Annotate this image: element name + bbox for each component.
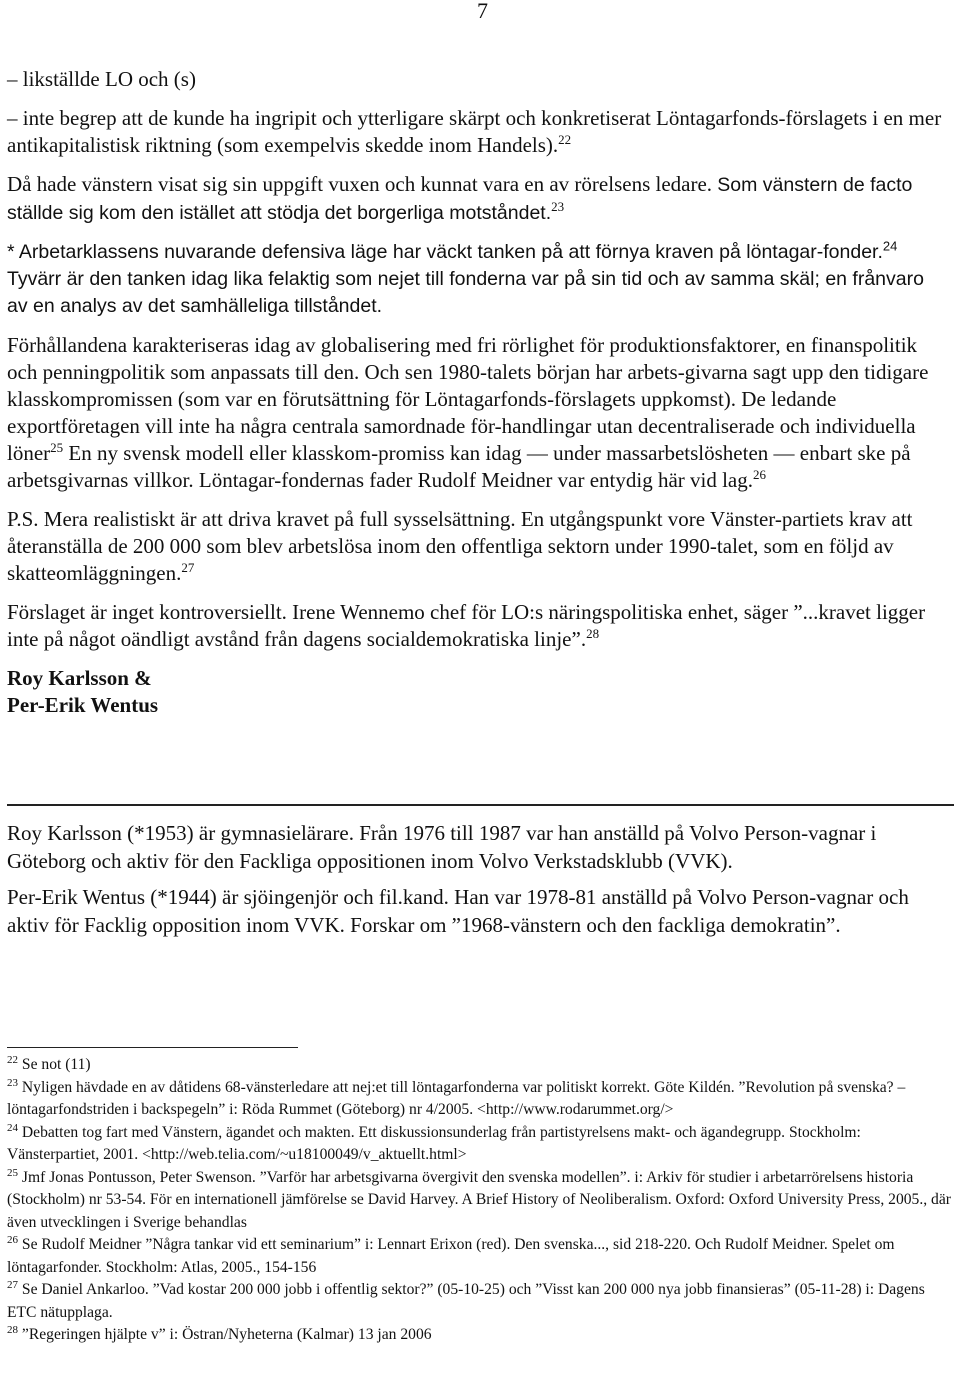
paragraph-4 [7,239,947,320]
paragraph-3-sans-text: Som vänstern de facto ställde sig kom den istället att stödja det borgerliga motståndet. [7,174,913,224]
paragraph-7 [7,599,947,653]
author-line-1: Roy Karlsson & [7,666,152,690]
paragraph-2-text: – inte begrep att de kunde ha ingripit och ytterligare skärpt och konkretiserat Löntagarfonds-förslagets i en mer antikapitalistisk riktning (som exempelvis skedde inom Handels). [7,106,942,157]
author-line-2: Per-Erik Wentus [7,693,159,717]
footnote-number: 22 [7,1053,18,1066]
footnote-27 [7,1279,952,1324]
paragraph-5-text: Förhållandena karakteriseras idag av globalisering med fri rörlighet för produktionsfaktorer, en finanspolitik och penningpolitik som anpassats till den. Och sen 1980-talets början har arbets-givarna sagt upp den tidigare klasskompromissen (som var en förutsättning för Löntagarfonds-förslagets uppkomst). De ledande exportföretagen vill inte ha några centrala samordnade för-handlingar utan decentraliserade och individuella löner [7,333,929,465]
footnote-22 [7,1054,952,1077]
section-divider [7,804,954,806]
footnote-text: Se Rudolf Meidner ”Några tankar vid ett seminarium” i: Lennart Erixon (red). Den svenska..., sid 218-220. Och Rudolf Meidner. Spelet om löntagarfonder. Stockholm: Atlas, 2005., 154-156 [7,1236,895,1276]
paragraph-3-text: Då hade vänstern visat sig sin uppgift vuxen och kunnat vara en av rörelsens ledare. [7,172,718,196]
footnote-number: 23 [7,1076,18,1089]
paragraph-2 [7,105,947,159]
footnote-26 [7,1234,952,1279]
paragraph-3 [7,171,947,227]
footnote-23 [7,1077,952,1122]
footnote-text: Debatten tog fart med Vänstern, ägandet och makten. Ett diskussionsunderlag från partistyrelsens makt- och ägandegrupp. Stockholm: Vänsterpartiet, 2001. <http://web.telia.com/~u18100049/v_aktuellt.html> [7,1123,861,1163]
footnote-number: 26 [7,1233,18,1246]
paragraph-6 [7,506,947,587]
footnote-25 [7,1167,952,1235]
paragraph-5-text-b: En ny svensk modell eller klasskom-promiss kan idag — under massarbetslösheten — enbart ske på arbetsgivarnas villkor. Löntagar-fondernas fader Rudolf Meidner var entydig här vid lag. [7,441,911,492]
footnote-divider [7,1047,298,1048]
paragraph-6-text: P.S. Mera realistiskt är att driva kravet på full sysselsättning. En utgångspunkt vore Vänster-partiets krav att återanställa de 200 000 som blev arbetslösa inom den offentliga sektorn under 1990-talet, som en följd av skatteomläggningen. [7,507,913,585]
page-number-text: 7 [477,0,488,23]
paragraph-7-text: Förslaget är inget kontroversiellt. Irene Wennemo chef för LO:s näringspolitiska enhet, säger ”...kravet ligger inte på något oändligt avstånd från dagens socialdemokratiska linje”. [7,600,926,651]
footnotes [7,1054,952,1347]
footnote-ref-27[interactable]: 27 [181,560,195,575]
paragraph-5 [7,332,947,494]
paragraph-4-text: * Arbetarklassens nuvarande defensiva läge har väckt tanken på att förnya kraven på löntagar-fonder. [7,241,883,263]
footnote-24 [7,1122,952,1167]
footnote-number: 28 [7,1323,18,1336]
footnote-number: 24 [7,1121,18,1134]
footnote-text: Se not (11) [21,1056,91,1073]
footnote-28 [7,1324,952,1347]
paragraph-4-text-b: Tyvärr är den tanken idag lika felaktig som nejet till fonderna var på sin tid och av samma skäl; en frånvaro av en analys av det samhälleliga tillståndet. [7,268,924,317]
author-bios [7,819,952,939]
footnote-ref-23[interactable]: 23 [551,199,565,214]
main-text [7,66,947,719]
footnote-ref-24[interactable]: 24 [882,238,898,254]
bio-per-erik-wentus: Per-Erik Wentus (*1944) är sjöingenjör och fil.kand. Han var 1978-81 anställd på Volvo Person-vagnar och aktiv för Facklig opposition inom VVK. Forskar om ”1968-vänstern och den fackliga demokratin”. [7,885,909,937]
footnote-number: 25 [7,1166,18,1179]
footnote-number: 27 [7,1278,18,1291]
footnote-text: Se Daniel Ankarloo. ”Vad kostar 200 000 jobb i offentlig sektor?” (05-10-25) och ”Visst kan 200 000 nya jobb finansieras” (05-11-28) i: Dagens ETC nätupplaga. [7,1281,925,1321]
footnote-ref-25[interactable]: 25 [50,440,64,455]
footnote-ref-26[interactable]: 26 [753,467,767,482]
footnote-ref-28[interactable]: 28 [586,626,600,641]
bio-roy-karlsson: Roy Karlsson (*1953) är gymnasielärare. Från 1976 till 1987 var han anställd på Volvo Person-vagnar i Göteborg och aktiv för den Fackliga oppositionen inom Volvo Verkstadsklubb (VVK). [7,821,877,873]
footnote-text: Jmf Jonas Pontusson, Peter Swenson. ”Varför har arbetsgivarna övergivit den svenska modellen”. i: Arkiv för studier i arbetarrörelsens historia (Stockholm) nr 53-54. För en internationell jämförelse se David Harvey. A Brief History of Neoliberalism. Oxford: Oxford University Press, 2005., där även utvecklingen i Sverige behandlas [7,1168,951,1231]
authors [7,665,947,719]
footnote-text: ”Regeringen hjälpte v” i: Östran/Nyheterna (Kalmar) 13 jan 2006 [21,1326,432,1343]
footnote-ref-22[interactable]: 22 [558,132,572,147]
paragraph-1: – likställde LO och (s) [7,67,196,91]
footnote-text: Nyligen hävdade en av dåtidens 68-vänsterledare att nej:et till löntagarfonderna var politiskt korrekt. Göte Kildén. ”Revolution på svenska? – löntagarfondstriden i backspegeln” i: Röda Rummet (Göteborg) nr 4/2005. <http://www.rodarummet.org/> [7,1078,906,1118]
